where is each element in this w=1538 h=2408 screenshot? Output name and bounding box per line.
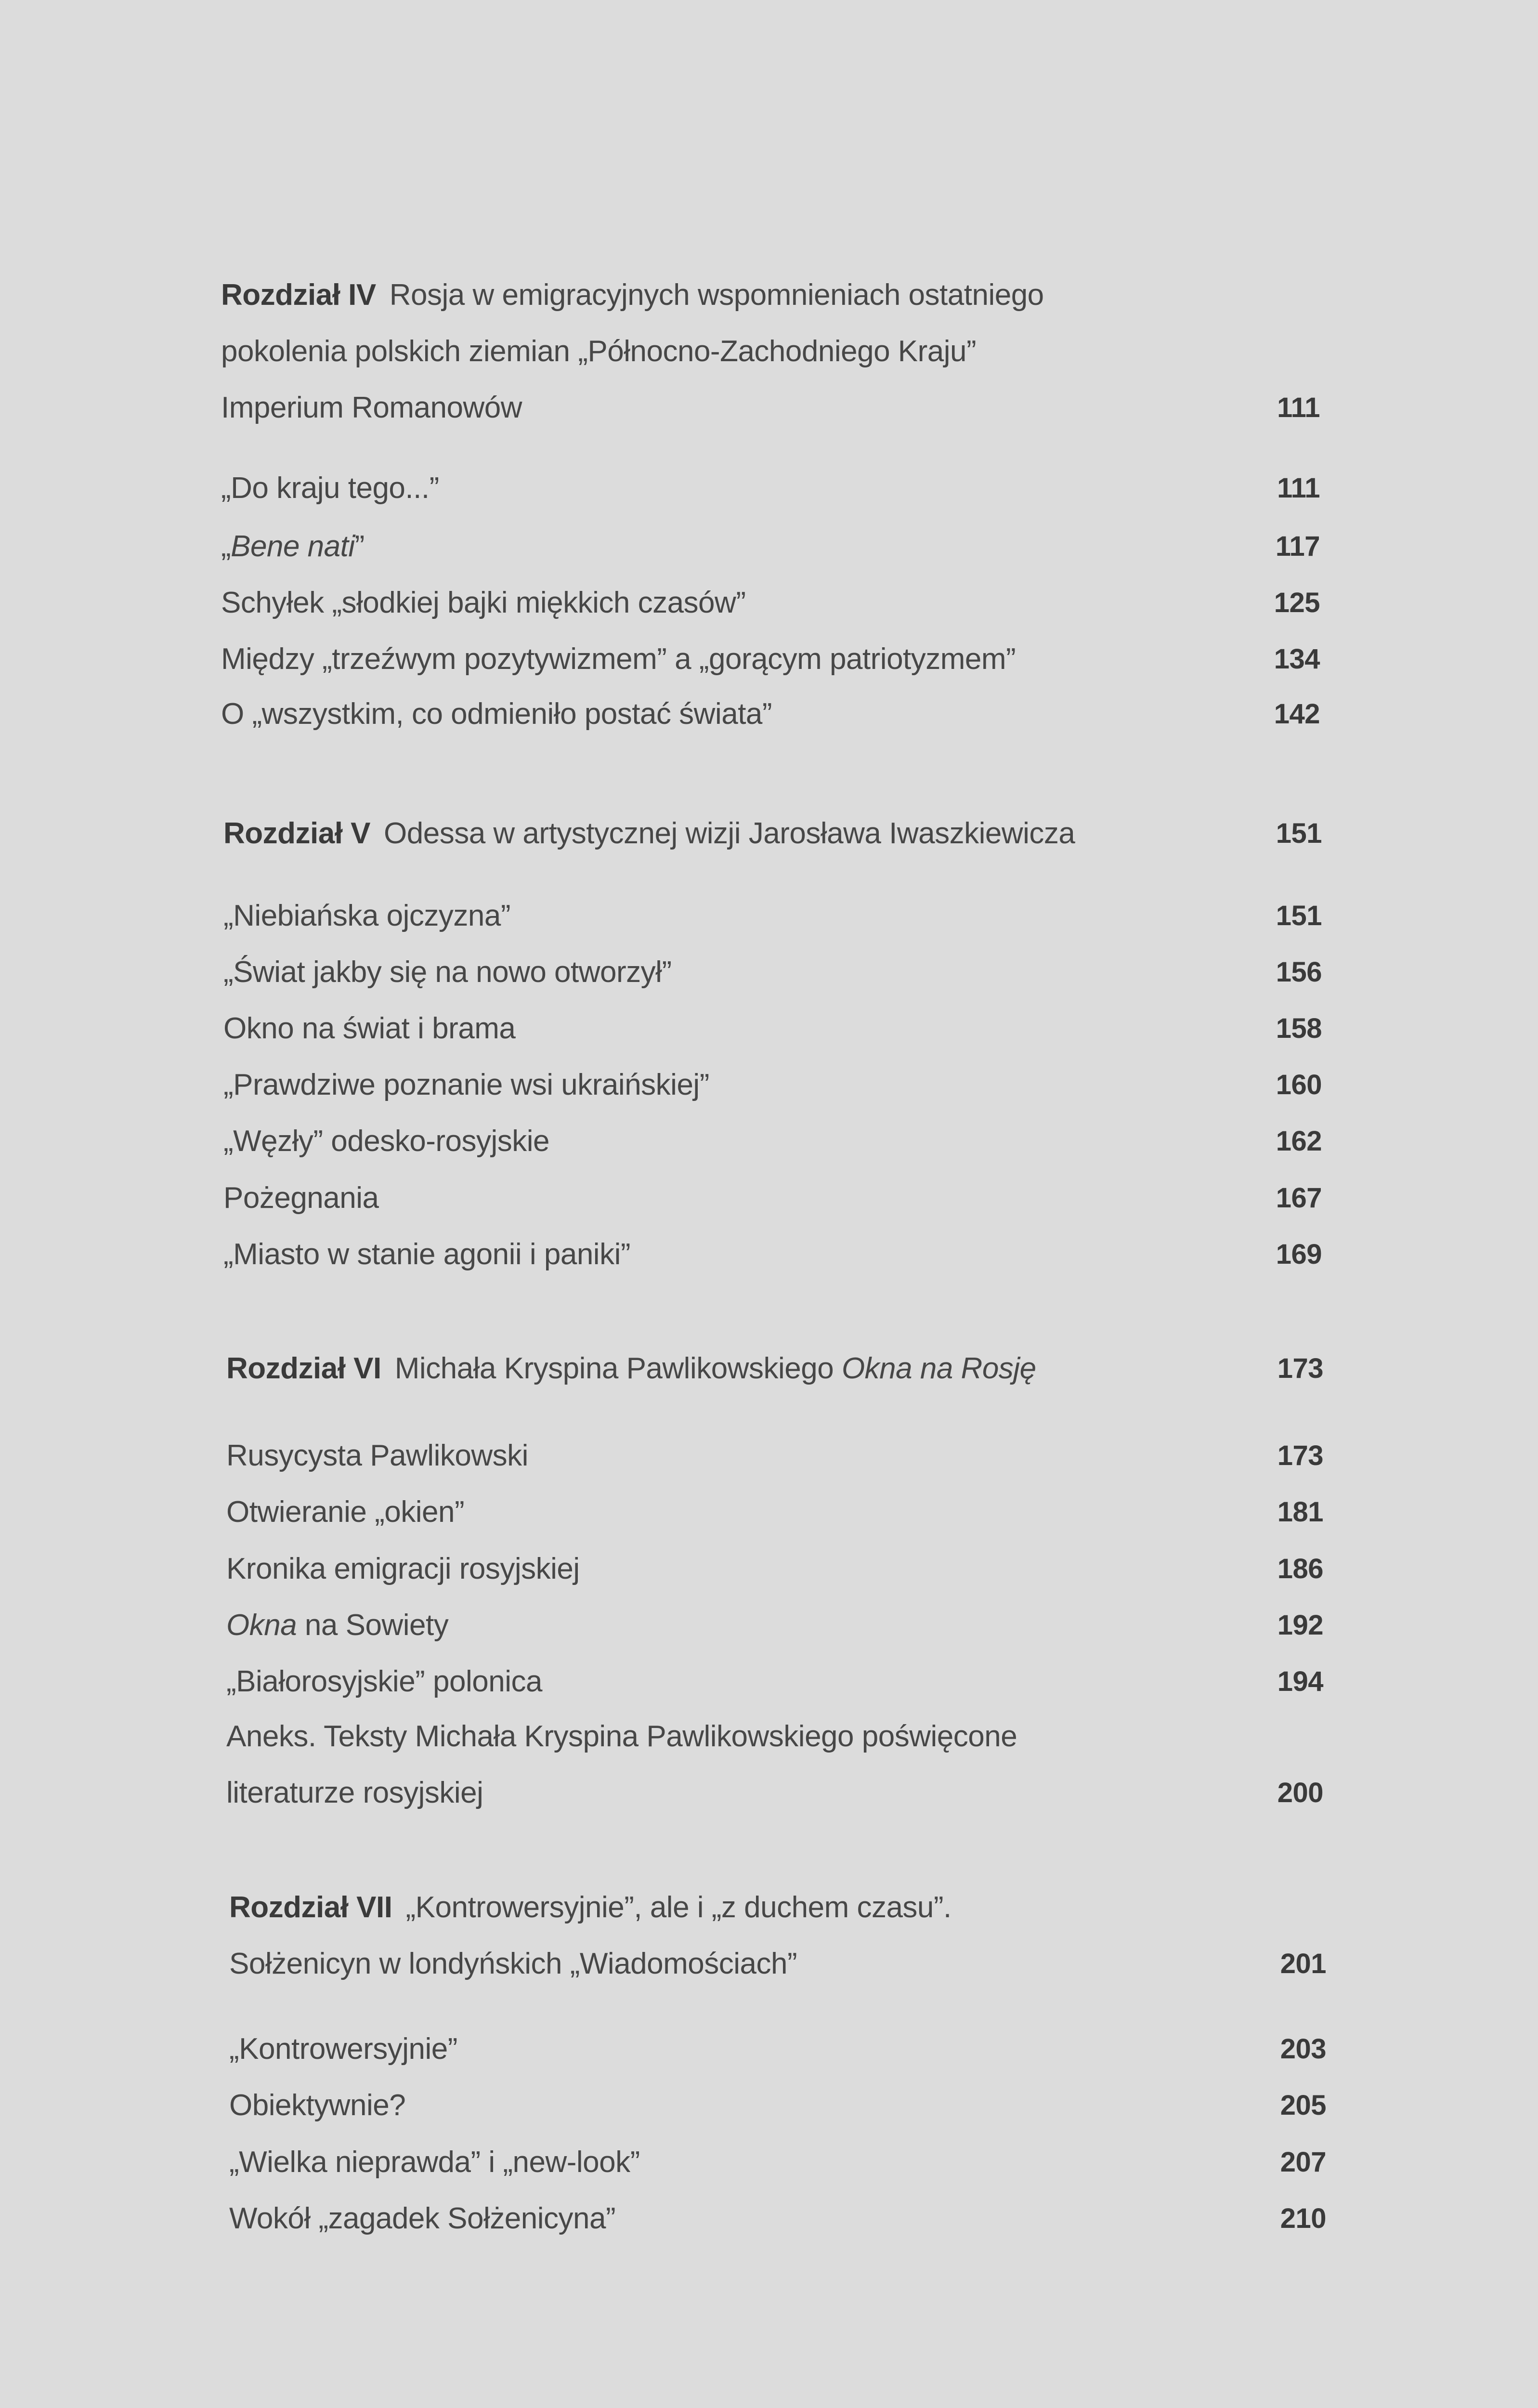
chapter-heading [226,1351,1323,1386]
page-number: 160 [1276,1069,1322,1100]
page-number: 169 [1276,1239,1322,1270]
entry-title [226,1719,1017,1754]
entry-title [221,586,745,620]
page-number: 111 [1277,392,1320,423]
title-segment: „Miasto w stanie agonii i paniki” [223,1238,630,1271]
chapter-title [229,1947,797,1981]
title-segment: Obiektywnie? [229,2089,406,2122]
chapter-heading [223,816,1322,851]
title-segment: literaturze rosyjskiej [226,1776,483,1809]
title-segment: „Białorosyjskie” polonica [226,1665,542,1698]
page-number: 186 [1277,1553,1323,1584]
title-segment: Aneks. Teksty Michała Kryspina Pawlikowskiego poświęcone [226,1720,1017,1753]
page-number: 117 [1275,531,1320,562]
entry-title [226,1664,542,1699]
entry-title [223,955,672,990]
toc-entry [226,1776,1323,1810]
page-number: 151 [1276,818,1322,849]
page-number: 173 [1277,1353,1323,1384]
entry-title [223,899,510,933]
entry-title [229,2032,457,2067]
chapter-heading [229,1890,1326,1925]
chapter-label: Rozdział VII [229,1891,392,1924]
toc-entry [226,1552,1323,1586]
toc-entry [221,471,1320,506]
entry-title [221,471,439,506]
title-segment: na Sowiety [297,1609,449,1642]
chapter-title [221,334,976,369]
chapter-title [223,816,1075,851]
page-number: 134 [1274,643,1320,675]
title-segment: Odessa w artystycznej wizji Jarosława Iwaszkiewicza [384,817,1075,850]
title-segment: Wokół „zagadek Sołżenicyna” [229,2202,616,2235]
toc-entry [226,1608,1323,1643]
chapter-heading-continuation [229,1947,1326,1981]
title-segment: Między „trzeźwym pozytywizmem” a „gorącym patriotyzmem” [221,642,1016,676]
page-number: 194 [1277,1666,1323,1697]
entry-title [229,2201,615,2236]
entry-title [223,1068,709,1102]
page-number: 142 [1274,698,1320,730]
title-segment: „Kontrowersyjnie” [229,2032,457,2066]
toc-entry [223,955,1322,990]
chapter-label: Rozdział VI [226,1352,381,1385]
chapter-title [221,391,522,425]
title-segment: „Wielka nieprawda” i „new-look” [229,2146,640,2179]
entry-title [229,2145,640,2180]
entry-title [226,1776,483,1810]
title-segment: Okno na świat i brama [223,1012,516,1045]
title-segment: Schyłek „słodkiej bajki miękkich czasów” [221,586,746,619]
title-segment: Sołżenicyn w londyńskich „Wiadomościach” [229,1947,797,1980]
entry-title [223,1011,515,1046]
italic-title-segment: Okna [226,1609,297,1642]
entry-title [226,1552,580,1586]
title-segment: „Kontrowersyjnie”, ale i „z duchem czasu”. [405,1891,951,1924]
entry-title [229,2088,405,2123]
toc-entry [226,1664,1323,1699]
toc-entry [226,1719,1323,1754]
page-number: 173 [1277,1440,1323,1471]
chapter-title [221,278,1044,313]
entry-title [226,1608,448,1643]
toc-entry [221,529,1320,564]
toc-entry [226,1439,1323,1473]
page-number: 181 [1277,1496,1323,1528]
entry-title [221,642,1016,677]
toc-entry [223,1124,1322,1159]
toc-entry [226,1495,1323,1530]
title-segment: ” [354,530,365,563]
entry-title [223,1124,549,1159]
title-segment: „Do kraju tego...” [221,471,439,505]
page-number: 201 [1280,1948,1326,1979]
page-number: 210 [1280,2203,1326,2234]
toc-entry [221,586,1320,620]
title-segment: Pożegnania [223,1181,379,1215]
title-segment: „Prawdziwe poznanie wsi ukraińskiej” [223,1068,709,1101]
title-segment: O „wszystkim, co odmieniło postać świata” [221,697,772,731]
page-number: 158 [1276,1013,1322,1044]
title-segment: Michała Kryspina Pawlikowskiego [394,1352,842,1385]
page-number: 151 [1276,900,1322,931]
toc-entry [221,642,1320,677]
page-number: 111 [1277,472,1320,504]
title-segment: Otwieranie „okien” [226,1495,465,1529]
toc-entry [223,899,1322,933]
page-number: 167 [1276,1182,1322,1214]
page-number: 205 [1280,2090,1326,2121]
title-segment: „ [221,530,231,563]
toc-entry [223,1068,1322,1102]
toc-entry [229,2201,1326,2236]
entry-title [221,697,772,732]
toc-entry [229,2145,1326,2180]
title-segment: Kronika emigracji rosyjskiej [226,1552,580,1585]
page-number: 207 [1280,2146,1326,2178]
page-number: 125 [1274,587,1320,618]
entry-title [223,1237,630,1272]
entry-title [221,529,365,564]
chapter-label: Rozdział IV [221,278,376,312]
entry-title [226,1439,528,1473]
title-segment: Rusycysta Pawlikowski [226,1439,528,1472]
toc-entry [223,1011,1322,1046]
chapter-heading-continuation [221,334,1320,369]
chapter-heading-continuation [221,391,1320,425]
page-number: 203 [1280,2033,1326,2065]
chapter-label: Rozdział V [223,817,371,850]
title-segment: „Świat jakby się na nowo otworzył” [223,955,672,989]
title-segment: pokolenia polskich ziemian „Północno-Zachodniego Kraju” [221,335,977,368]
title-segment: „Węzły” odesko-rosyjskie [223,1125,550,1158]
page-number: 200 [1277,1777,1323,1808]
toc-entry [229,2088,1326,2123]
toc-entry [221,697,1320,732]
toc-entry [223,1237,1322,1272]
page-number: 162 [1276,1125,1322,1157]
chapter-title [229,1890,951,1925]
italic-title-segment: Okna na Rosję [841,1352,1036,1385]
chapter-heading [221,278,1320,313]
italic-title-segment: Bene nati [231,530,355,563]
title-segment: Rosja w emigracyjnych wspomnieniach ostatniego [389,278,1044,312]
entry-title [223,1181,379,1216]
title-segment: „Niebiańska ojczyzna” [223,899,510,932]
chapter-title [226,1351,1036,1386]
title-segment: Imperium Romanowów [221,391,522,424]
page-number: 192 [1277,1610,1323,1641]
toc-entry [229,2032,1326,2067]
page-number: 156 [1276,956,1322,988]
entry-title [226,1495,464,1530]
toc-entry [223,1181,1322,1216]
